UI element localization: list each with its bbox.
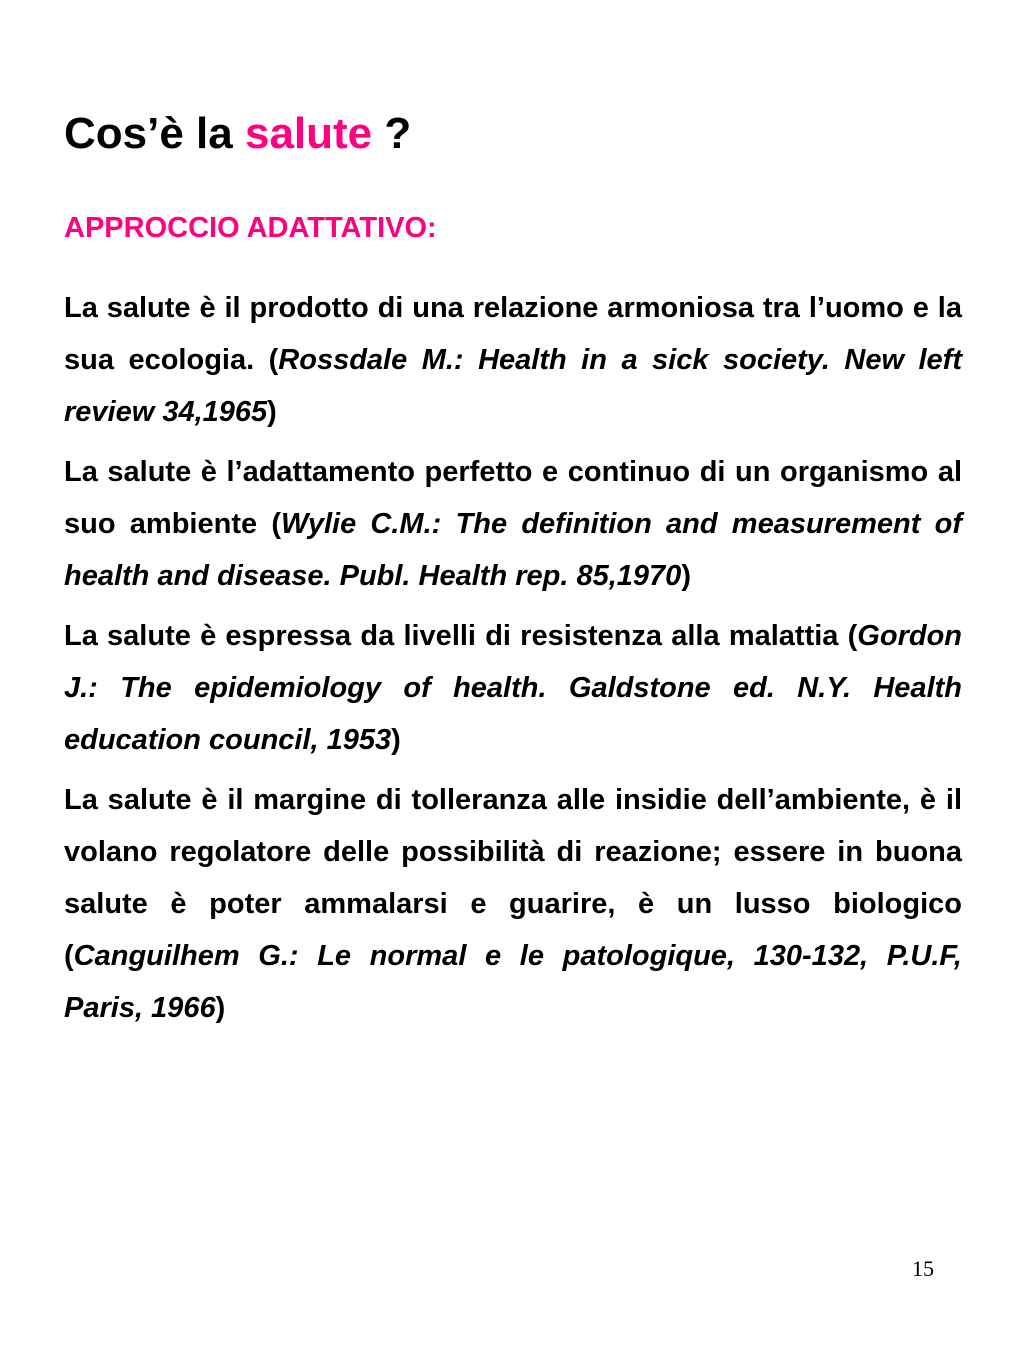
definition-text: La salute è il prodotto di una relazione armoniosa tra l’uomo e la sua ecologia. ( [64, 292, 962, 376]
page-number: 15 [912, 1256, 934, 1281]
citation-close: ) [267, 396, 277, 428]
definition-text: La salute è espressa da livelli di resistenza alla malattia ( [64, 620, 858, 652]
citation-close: ) [391, 724, 401, 756]
definition-paragraph-1 [64, 282, 962, 438]
definitions-list [64, 282, 962, 1042]
definition-paragraph-2 [64, 446, 962, 602]
definition-text: La salute è il margine di tolleranza alle insidie dell’ambiente, è il volano regolatore delle possibilità di reazione; essere in buona salute è poter ammalarsi e guarire, è un lusso biologico ( [64, 784, 962, 972]
definition-paragraph-4 [64, 774, 962, 1034]
definition-citation: Canguilhem G.: Le normal e le patologique, 130-132, P.U.F, Paris, 1966 [64, 940, 962, 1024]
section-heading: APPROCCIO ADATTATIVO: [64, 212, 437, 244]
title-suffix: ? [372, 109, 412, 158]
definition-text: La salute è l’adattamento perfetto e continuo di un organismo al suo ambiente ( [64, 456, 962, 540]
title-highlight: salute [244, 109, 373, 158]
definition-paragraph-3 [64, 610, 962, 766]
citation-close: ) [215, 992, 226, 1024]
definition-citation: Wylie C.M.: The definition and measurement of health and disease. Publ. Health rep. 85,1970 [64, 508, 962, 592]
citation-close: ) [681, 560, 691, 592]
page-title [64, 104, 411, 164]
definition-citation: Rossdale M.: Health in a sick society. New left review 34,1965 [64, 344, 962, 428]
title-prefix: Cos’è la [64, 109, 245, 158]
definition-citation: Gordon J.: The epidemiology of health. Galdstone ed. N.Y. Health education council, 1953 [64, 620, 962, 756]
